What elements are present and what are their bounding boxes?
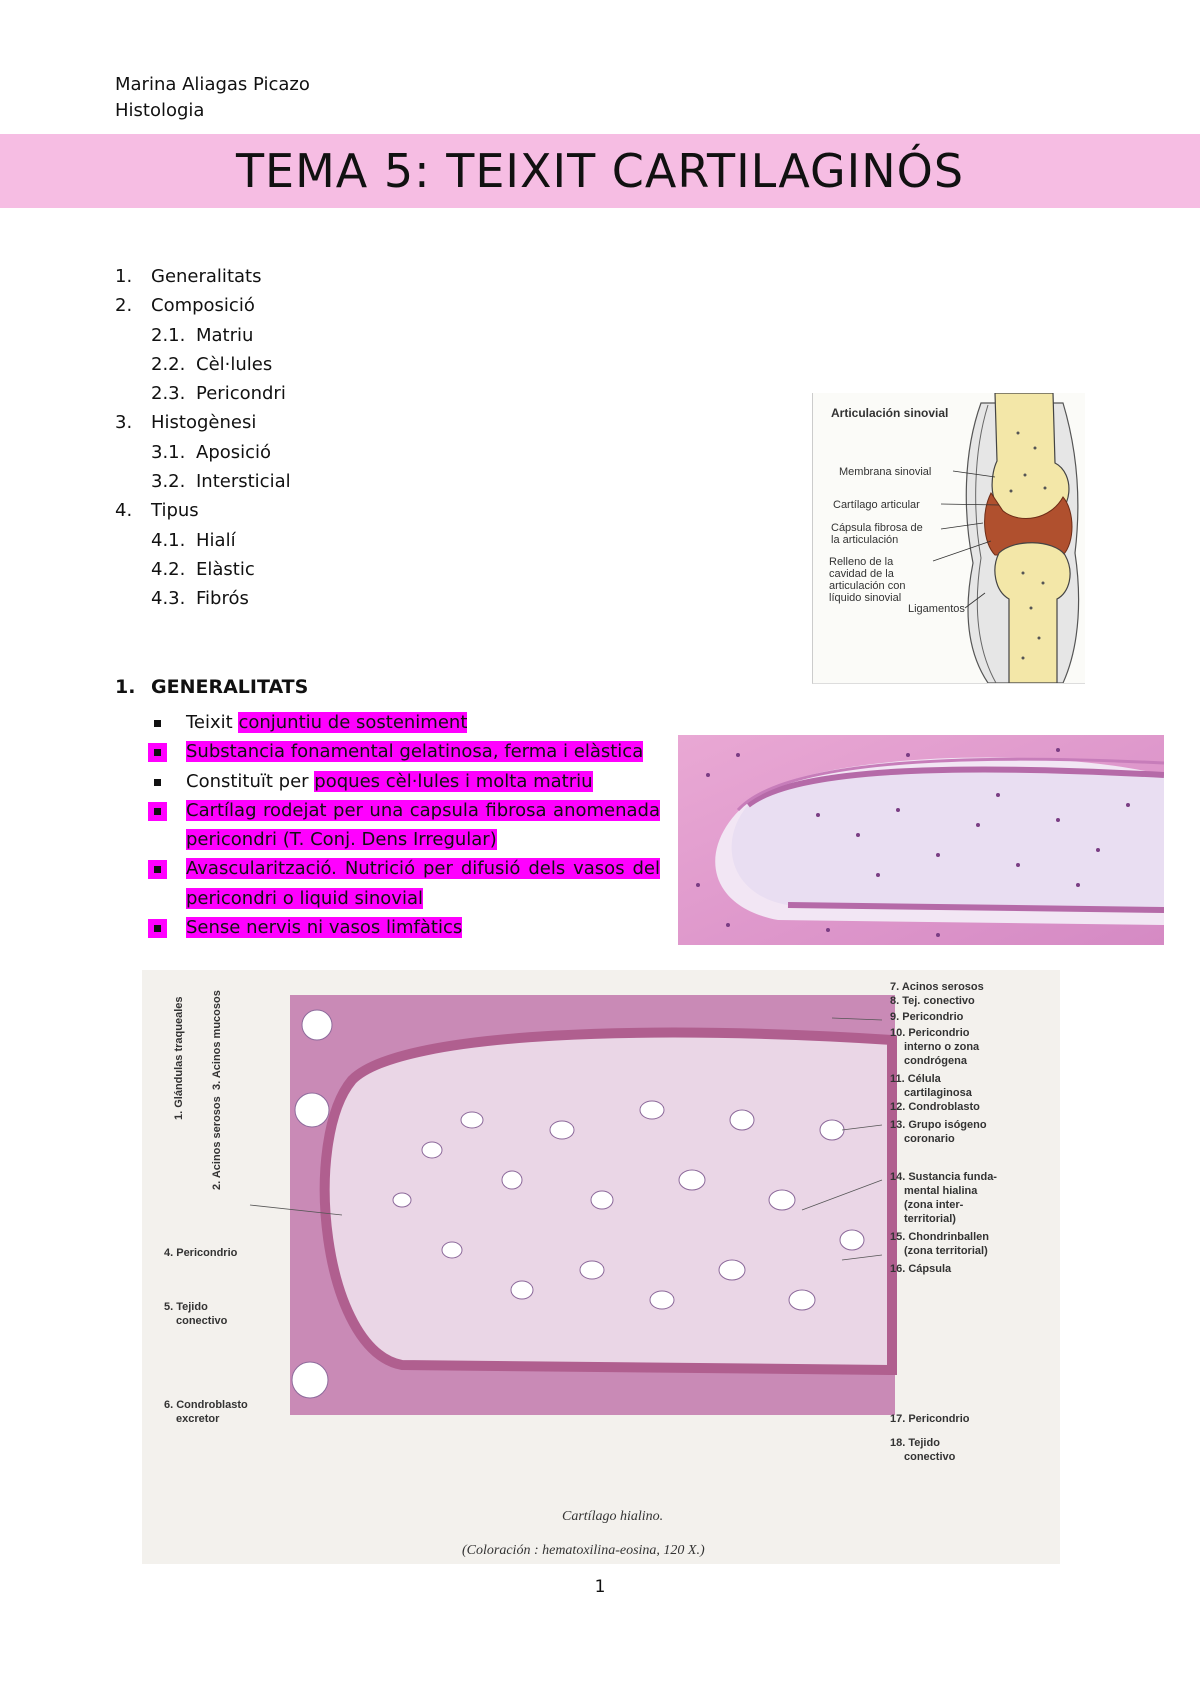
fig-label: conectivo	[176, 1315, 228, 1327]
toc-item	[115, 262, 291, 291]
highlighted-text: Sense nervis ni vasos limfàtics	[186, 917, 463, 939]
toc-label: Hialí	[196, 529, 236, 551]
fig-label: 14. Sustancia funda-	[890, 1171, 997, 1183]
joint-label: Cápsula fibrosa de	[831, 522, 923, 534]
joint-label: cavidad de la	[829, 568, 894, 580]
bullet-item	[150, 913, 660, 942]
author-name: Marina Aliagas Picazo	[115, 74, 310, 95]
joint-label: Ligamentos	[908, 603, 965, 615]
toc-label: Composició	[151, 295, 255, 317]
toc-number: 3.	[115, 412, 133, 434]
joint-label: Cartílago articular	[833, 499, 920, 511]
toc-item	[115, 321, 291, 350]
toc-label: Histogènesi	[151, 412, 257, 434]
toc-label: Aposició	[196, 441, 272, 463]
toc-item	[115, 408, 291, 437]
toc-label: Tipus	[151, 500, 199, 522]
toc-number: 2.	[115, 295, 133, 317]
fig-label: 1. Glándulas traqueales	[173, 996, 185, 1120]
page-title: TEMA 5: TEIXIT CARTILAGINÓS	[235, 144, 965, 198]
toc-item	[115, 467, 291, 496]
fig-label: 15. Chondrinballen	[890, 1231, 990, 1243]
bullet-item	[150, 796, 660, 855]
fig-label: cartilaginosa	[904, 1087, 972, 1099]
fig-label: 4. Pericondrio	[164, 1247, 238, 1259]
toc-number: 4.1.	[151, 529, 186, 551]
joint-title: Articulación sinovial	[831, 406, 949, 420]
toc-number: 3.2.	[151, 471, 186, 493]
toc-item	[115, 584, 291, 613]
cartilage-micrograph	[678, 735, 1164, 945]
fig-label: interno o zona	[904, 1041, 980, 1053]
fig-label: territorial)	[904, 1213, 956, 1225]
fig-label: mental hialina	[904, 1185, 978, 1197]
toc-item	[115, 379, 291, 408]
fig-label: condrógena	[904, 1055, 967, 1067]
page-number: 1	[594, 1577, 606, 1597]
bullet-item	[150, 737, 660, 766]
table-of-contents	[115, 262, 291, 614]
toc-number: 4.3.	[151, 588, 186, 610]
fig-label: 18. Tejido	[890, 1437, 940, 1449]
highlighted-text: poques cèl·lules i molta matriu	[314, 770, 593, 792]
bullet-list	[150, 708, 660, 942]
toc-label: Cèl·lules	[196, 353, 273, 375]
bullet-item	[150, 767, 660, 796]
bullet-square-icon	[154, 720, 161, 727]
fig-label: 6. Condroblasto	[164, 1399, 248, 1411]
toc-number: 4.	[115, 500, 133, 522]
fig-label: excretor	[176, 1413, 220, 1425]
highlighted-text: Cartílag rodejat per una capsula fibrosa anomenada pericondri (T. Conj. Dens Irregular)	[186, 799, 660, 851]
fig-label: 9. Pericondrio	[890, 1011, 964, 1023]
document-header	[115, 72, 310, 124]
toc-number: 2.3.	[151, 383, 186, 405]
fig-label: 3. Acinos mucosos	[211, 990, 223, 1090]
fig-label: 12. Condroblasto	[890, 1101, 980, 1113]
bullet-square-icon	[154, 866, 161, 873]
bullet-square-icon	[154, 925, 161, 932]
fig-subcaption: (Coloración : hematoxilina-eosina, 120 X.)	[462, 1543, 705, 1558]
joint-label: Membrana sinovial	[839, 466, 932, 478]
joint-label: articulación con	[829, 580, 906, 592]
toc-label: Pericondri	[196, 383, 286, 405]
toc-item	[115, 496, 291, 525]
title-banner	[0, 134, 1200, 208]
bullet-square-icon	[154, 749, 161, 756]
toc-number: 2.2.	[151, 353, 186, 375]
fig-label: 11. Célula	[890, 1073, 941, 1085]
fig-label: 2. Acinos serosos	[211, 1096, 223, 1190]
section-heading	[115, 676, 308, 698]
toc-item	[115, 291, 291, 320]
toc-item	[115, 526, 291, 555]
toc-number: 1.	[115, 266, 133, 287]
toc-number: 2.1.	[151, 324, 186, 346]
toc-label: Generalitats	[151, 266, 262, 287]
bullet-square-icon	[154, 779, 161, 786]
fig-label: 16. Cápsula	[890, 1263, 952, 1275]
toc-item	[115, 438, 291, 467]
fig-label: 13. Grupo isógeno	[890, 1119, 987, 1131]
highlighted-text: conjuntiu de sosteniment	[238, 712, 468, 733]
fig-label: 7. Acinos serosos	[890, 981, 984, 993]
section-number: 1.	[115, 676, 136, 698]
bullet-text: Constituït per	[186, 770, 315, 792]
bullet-item	[150, 708, 660, 737]
fig-label: (zona inter-	[904, 1199, 964, 1211]
toc-number: 3.1.	[151, 441, 186, 463]
hyaline-cartilage-figure	[142, 970, 1060, 1564]
bullet-square-icon	[154, 808, 161, 815]
toc-label: Matriu	[196, 324, 254, 346]
toc-label: Fibrós	[196, 588, 249, 610]
section-title: GENERALITATS	[151, 676, 309, 698]
toc-label: Elàstic	[196, 558, 255, 580]
subject-name: Histologia	[115, 100, 205, 121]
toc-item	[115, 350, 291, 379]
toc-label: Intersticial	[196, 471, 291, 493]
toc-item	[115, 555, 291, 584]
toc-number: 4.2.	[151, 558, 186, 580]
fig-label: 8. Tej. conectivo	[890, 995, 975, 1007]
highlighted-text: Avascularització. Nutrició per difusió dels vasos del pericondri o liquid sinovial	[186, 858, 660, 909]
highlighted-text: Substancia fonamental gelatinosa, ferma i elàstica	[186, 741, 644, 763]
synovial-joint-figure	[812, 393, 1085, 684]
fig-caption: Cartílago hialino.	[562, 1509, 664, 1524]
fig-label: 10. Pericondrio	[890, 1027, 970, 1039]
fig-label: conectivo	[904, 1451, 956, 1463]
fig-label: (zona territorial)	[904, 1245, 988, 1257]
fig-label: 17. Pericondrio	[890, 1413, 970, 1425]
joint-label: Relleno de la	[829, 556, 894, 568]
joint-label: líquido sinovial	[829, 592, 902, 604]
joint-label: la articulación	[831, 534, 899, 546]
fig-label: coronario	[904, 1133, 955, 1145]
fig-label: 5. Tejido	[164, 1301, 208, 1313]
bullet-text: Teixit	[186, 712, 239, 733]
bullet-item	[150, 854, 660, 913]
